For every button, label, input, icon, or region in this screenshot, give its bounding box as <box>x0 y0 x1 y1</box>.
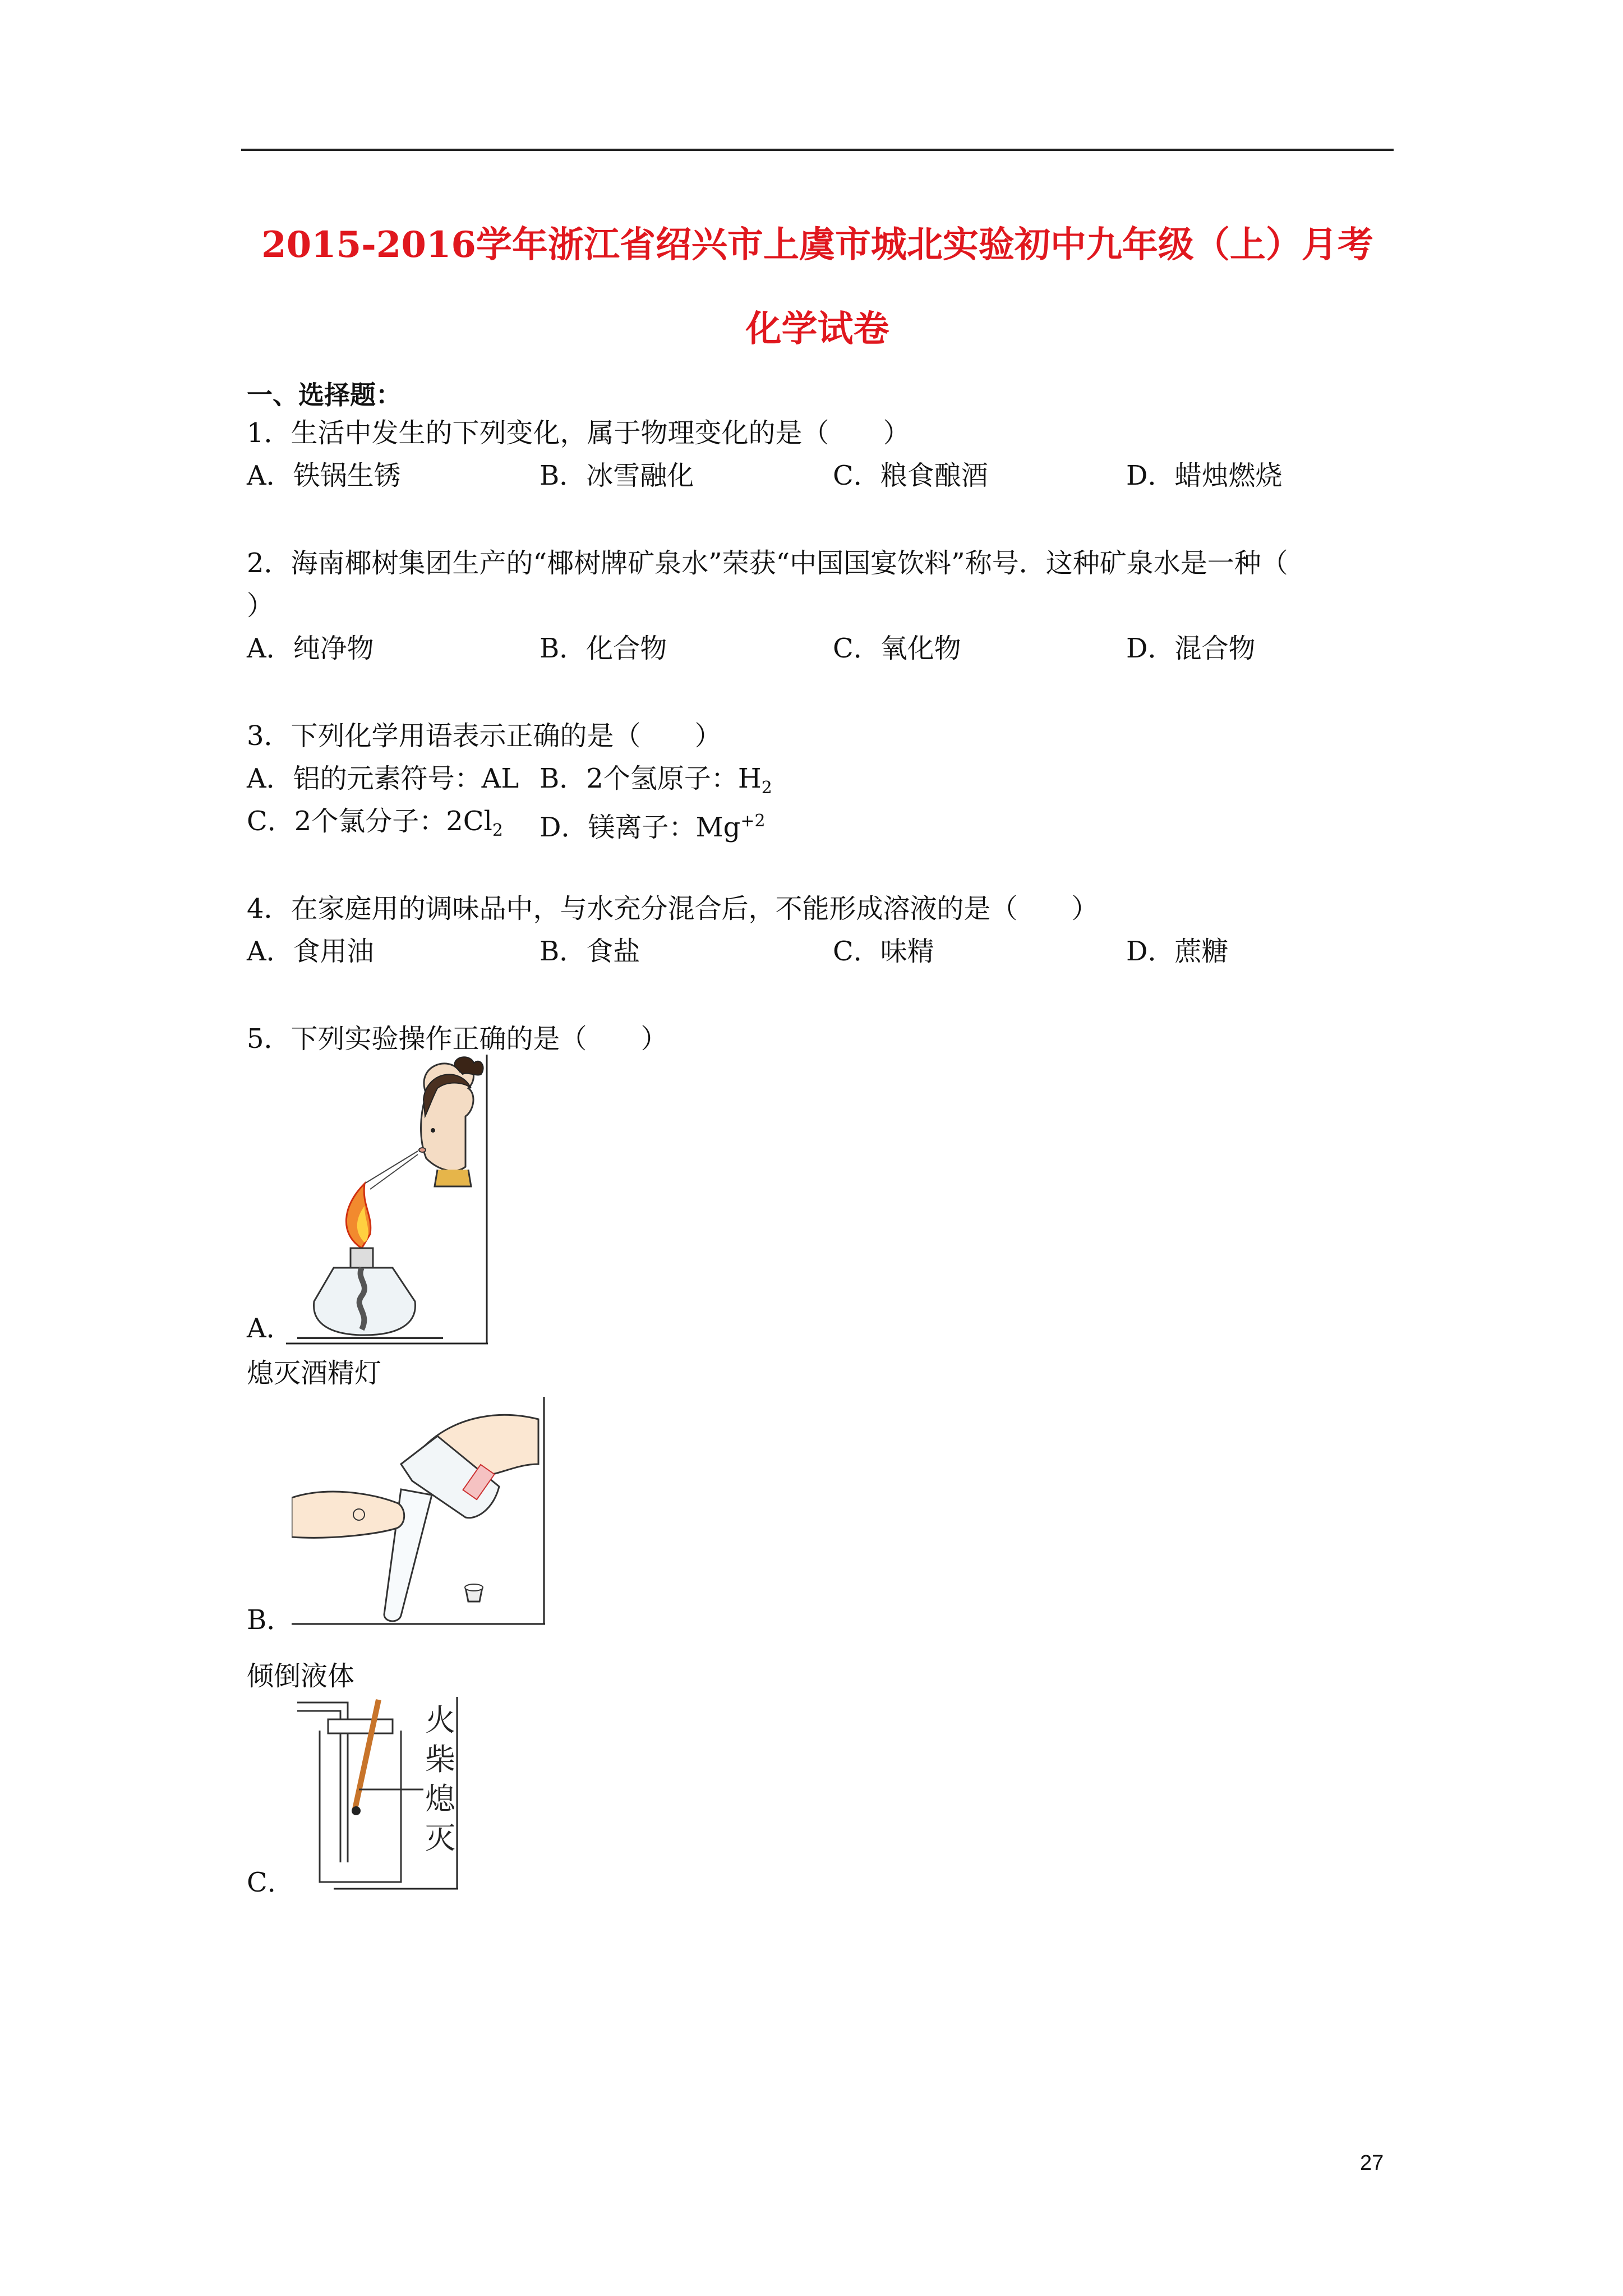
q4-option-c: C．味精 <box>833 936 934 967</box>
fig-c-text-2: 柴 <box>425 1742 455 1777</box>
q5-option-a-caption: 熄灭酒精灯 <box>247 1358 382 1389</box>
q5-option-a-letter: A． <box>247 1313 293 1344</box>
q4-option-a: A．食用油 <box>247 936 374 967</box>
q3-stem: 3．下列化学用语表示正确的是（ ） <box>247 720 722 752</box>
figure-b-pouring-liquid <box>292 1397 550 1627</box>
q3-option-c: C．2个氯分子：$2Cl_2$ <box>247 806 503 840</box>
figure-c-gas-bottle <box>289 1697 463 1893</box>
q3-option-b: B．2个氢原子：$H_2$ <box>540 763 772 798</box>
q4-stem: 4．在家庭用的调味品中，与水充分混合后，不能形成溶液的是（ ） <box>247 893 1099 924</box>
section-heading: 一、选择题： <box>247 380 402 410</box>
fig-c-text-3: 熄 <box>425 1781 455 1816</box>
q2-stem-cont: ） <box>247 590 274 622</box>
page-number: 27 <box>1360 2151 1384 2175</box>
q5-option-c-letter: C． <box>247 1867 294 1898</box>
q2-option-b: B．化合物 <box>540 633 667 664</box>
header-rule <box>241 149 1394 151</box>
q2-option-c: C．氧化物 <box>833 633 961 664</box>
q5-stem: 5．下列实验操作正确的是（ ） <box>247 1023 668 1055</box>
q1-option-d: D．蜡烛燃烧 <box>1126 460 1283 491</box>
q3-option-d: D．镁离子：$Mg^{+2}$ <box>540 811 766 843</box>
q5-option-b-caption: 倾倒液体 <box>247 1660 355 1692</box>
paper-subtitle: 化学试卷 <box>745 308 889 350</box>
paper-title: 2015-2016学年浙江省绍兴市上虞市城北实验初中九年级（上）月考 <box>261 224 1373 266</box>
q1-option-c: C．粮食酿酒 <box>833 460 988 491</box>
q1-stem: 1．生活中发生的下列变化，属于物理变化的是（ ） <box>247 417 910 449</box>
q2-option-d: D．混合物 <box>1126 633 1256 664</box>
q3-option-a: A．铝的元素符号：AL <box>247 763 519 794</box>
q4-option-d: D．蔗糖 <box>1126 936 1229 967</box>
figure-a-alcohol-lamp <box>286 1055 494 1346</box>
q1-option-b: B．冰雪融化 <box>540 460 694 491</box>
q4-option-b: B．食盐 <box>540 936 640 967</box>
q2-option-a: A．纯净物 <box>247 633 374 664</box>
q2-stem: 2．海南椰树集团生产的“椰树牌矿泉水”荣获“中国国宴饮料”称号．这种矿泉水是一种（ <box>247 547 1288 579</box>
fig-c-text-4: 灭 <box>425 1820 455 1856</box>
q5-option-b-letter: B． <box>247 1604 294 1636</box>
fig-c-text-1: 火 <box>425 1703 455 1738</box>
q1-option-a: A．铁锅生锈 <box>247 460 401 491</box>
